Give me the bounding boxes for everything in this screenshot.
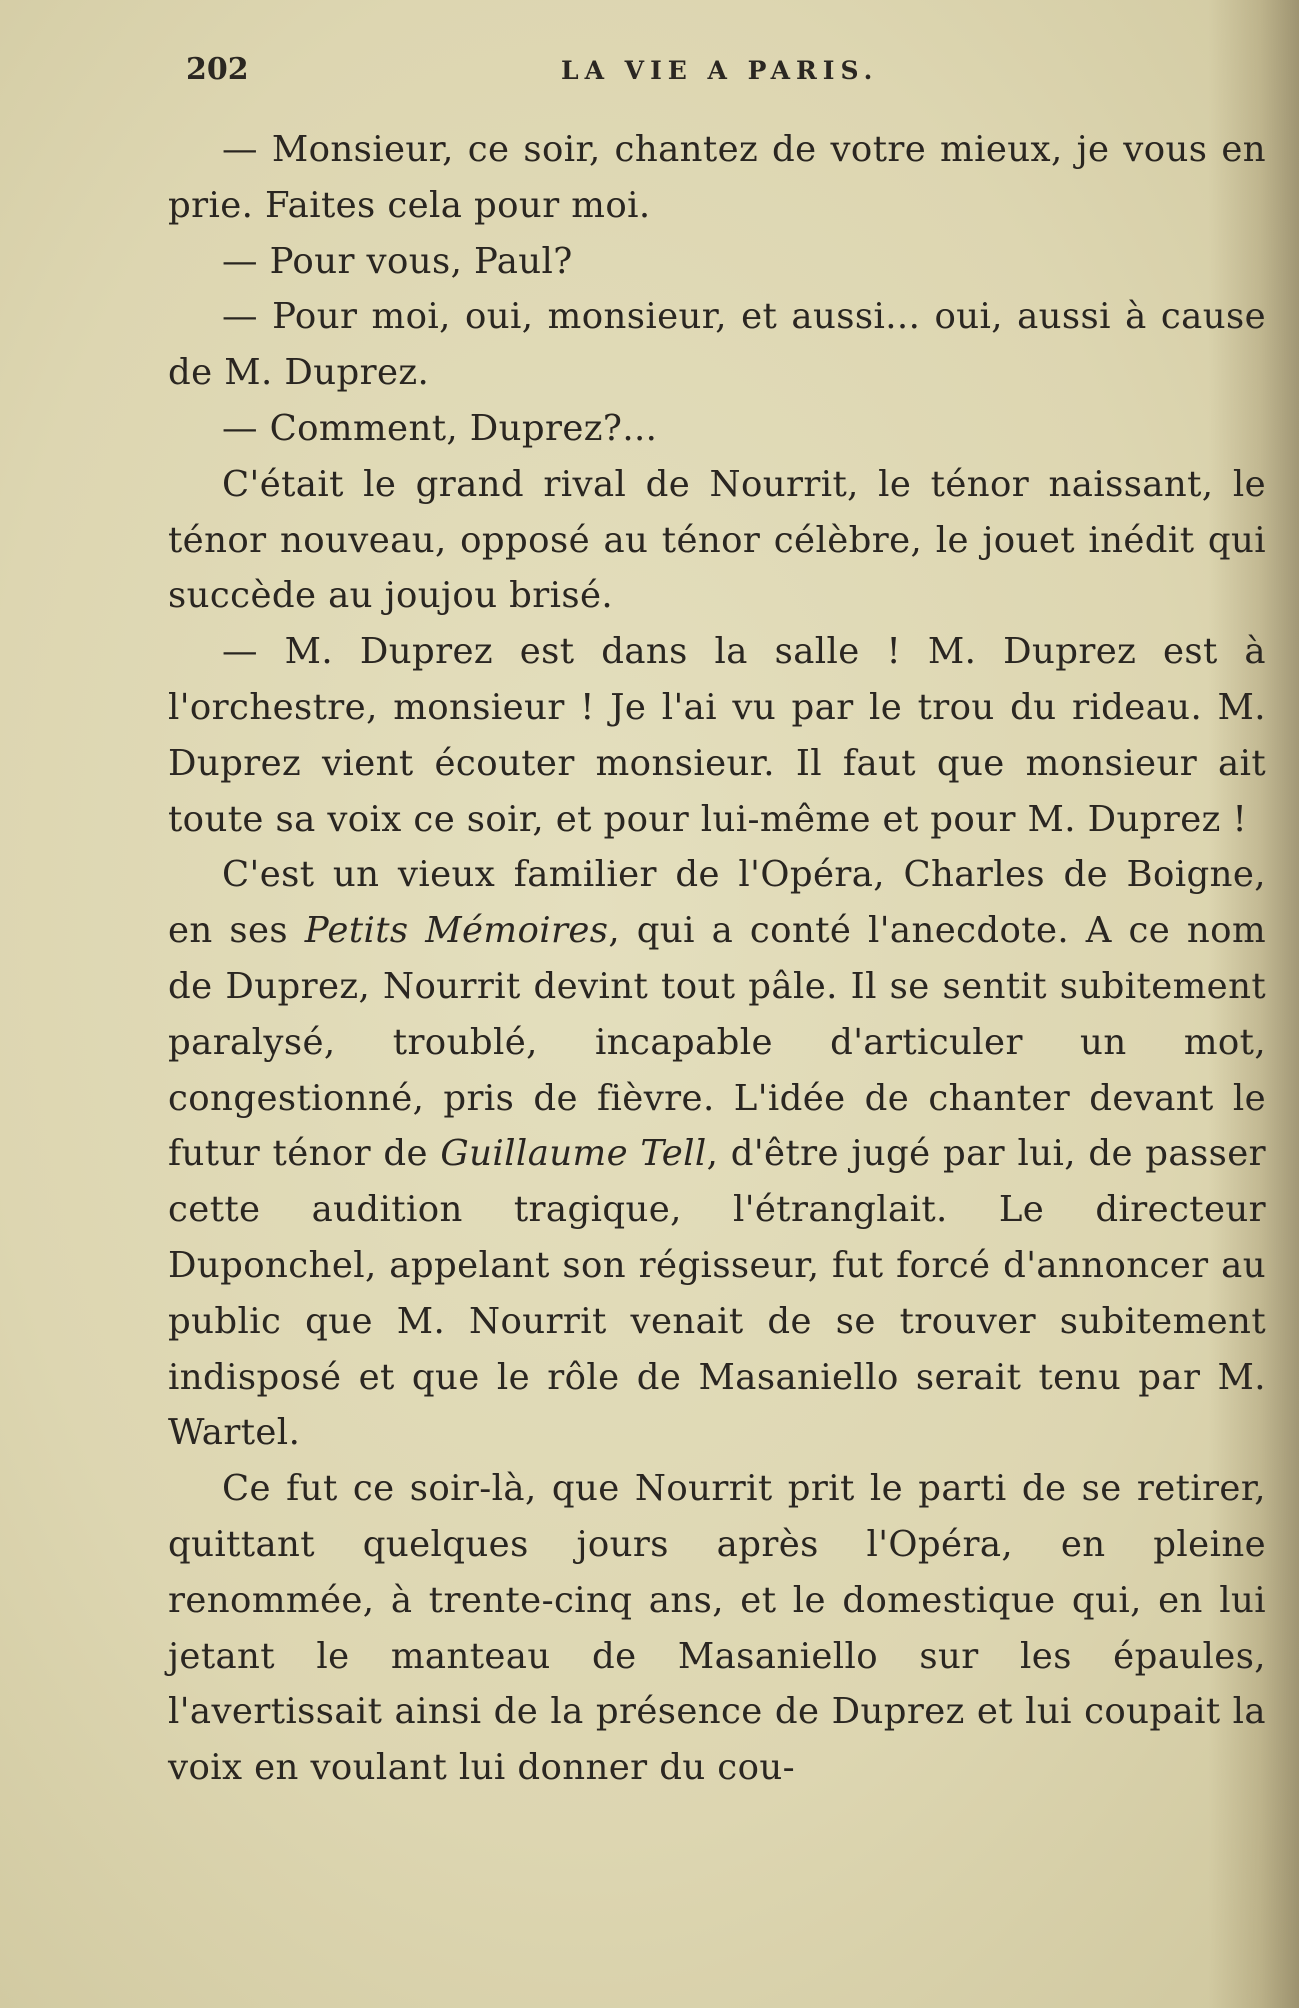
- text-run: , d'être jugé par lui, de passer cette audition tragique, l'étranglait. Le directeur Duponchel, appelant son régisseur, fut forcé d'annoncer au public que M. Nourrit venait de se trouver subitement indisposé et que le rôle de Masaniello serait tenu par M. Wartel.: [168, 1133, 1266, 1454]
- paragraph: — M. Duprez est dans la salle ! M. Duprez est à l'orchestre, monsieur ! Je l'ai vu par le trou du rideau. M. Duprez vient écouter monsieur. Il faut que monsieur ait toute sa voix ce soir, et pour lui-même et pour M. Duprez !: [168, 631, 1266, 840]
- paragraph: — Pour vous, Paul?: [222, 240, 573, 282]
- running-title: LA VIE A PARIS.: [561, 56, 879, 85]
- opera-title-italic: Guillaume Tell: [440, 1133, 707, 1175]
- paragraph: — Comment, Duprez?...: [222, 407, 658, 449]
- page-header: [186, 52, 1196, 96]
- body-text: [168, 122, 1266, 1796]
- book-title-italic: Petits Mémoires: [304, 910, 609, 952]
- paragraph: Ce fut ce soir-là, que Nourrit prit le parti de se retirer, quittant quelques jours après l'Opéra, en pleine renommée, à trente-cinq ans, et le domestique qui, en lui jetant le manteau de Masaniello sur les épaules, l'avertissait ainsi de la présence de Duprez et lui coupait la voix en voulant lui donner du cou-: [168, 1468, 1266, 1789]
- paragraph: C'était le grand rival de Nourrit, le ténor naissant, le ténor nouveau, opposé au ténor célèbre, le jouet inédit qui succède au joujou brisé.: [168, 463, 1266, 617]
- page-number: 202: [186, 52, 249, 87]
- text-run: C'est un vieux familier de l'Opéra, Charles de Boigne, en ses: [168, 854, 1266, 952]
- paragraph: [168, 847, 1266, 1461]
- paragraph: — Pour moi, oui, monsieur, et aussi... oui, aussi à cause de M. Duprez.: [168, 296, 1266, 394]
- text-run: , qui a conté l'anecdote. A ce nom de Duprez, Nourrit devint tout pâle. Il se sentit subitement paralysé, troublé, incapable d'articuler un mot, congestionné, pris de fièvre. L'idée de chanter devant le futur ténor de: [168, 910, 1267, 1175]
- paragraph: — Monsieur, ce soir, chantez de votre mieux, je vous en prie. Faites cela pour moi.: [168, 129, 1266, 226]
